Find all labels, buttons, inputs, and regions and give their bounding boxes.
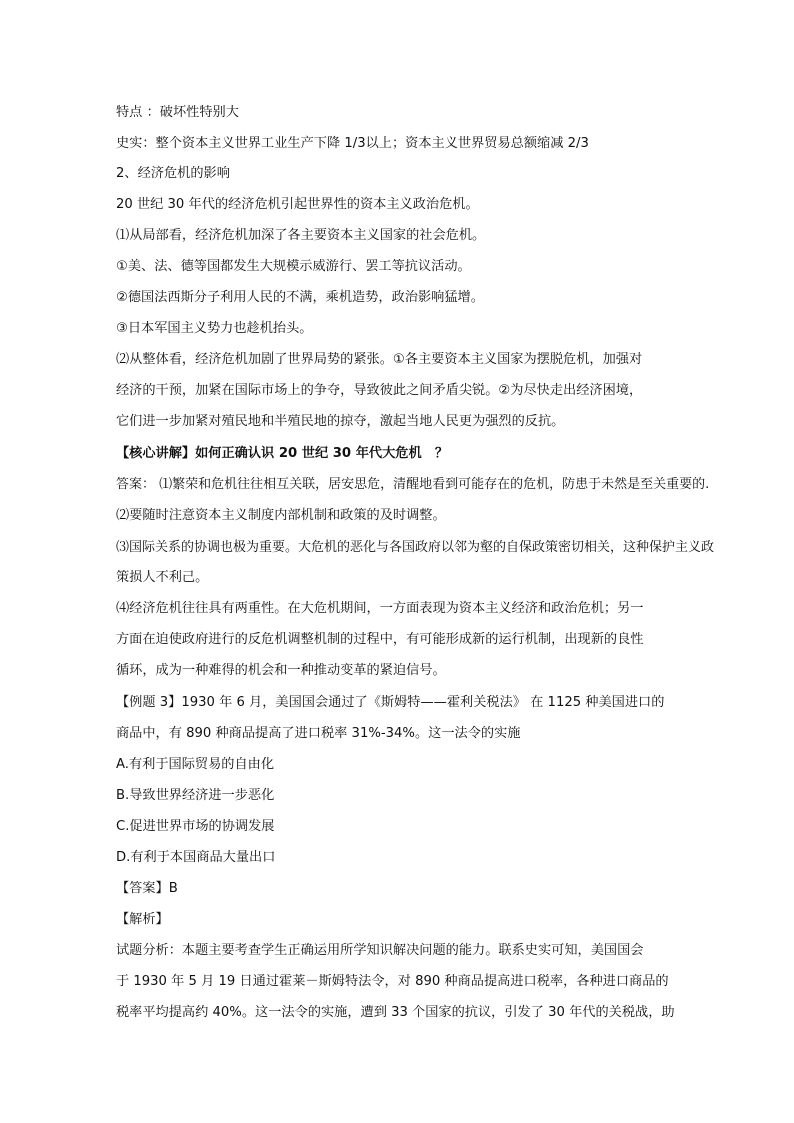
analysis-label: 【解析】 — [116, 912, 169, 927]
option-d: D.有利于本国商品大量出口 — [116, 850, 276, 865]
text-line: 它们进一步加紧对殖民地和半殖民地的掠夺，激起当地人民更为强烈的反抗。 — [116, 414, 565, 429]
text-line: 循环，成为一种难得的机会和一种推动变革的紧迫信号。 — [116, 663, 446, 678]
option-a: A.有利于国际贸易的自由化 — [116, 757, 275, 772]
text-line: 于 1930 年 5 月 19 日通过霍莱－斯姆特法令，对 890 种商品提高进口税率，各种进口商品的 — [116, 974, 669, 989]
text-line: ⑵从整体看，经济危机加剧了世界局势的紧张。①各主要资本主义国家为摆脱危机，加强对 — [116, 352, 643, 367]
text-line: 20 世纪 30 年代的经济危机引起世界性的资本主义政治危机。 — [116, 197, 479, 212]
text-line: 策损人不利己。 — [116, 570, 209, 585]
option-c: C.促进世界市场的协调发展 — [116, 819, 275, 834]
text-line: 经济的干预，加紧在国际市场上的争夺，导致彼此之间矛盾尖锐。②为尽快走出经济困境， — [116, 383, 643, 398]
text-line: ②德国法西斯分子利用人民的不满，乘机造势，政治影响猛增。 — [116, 290, 484, 305]
section-heading-impact: 2、经济危机的影响 — [116, 166, 230, 181]
answer-line: 答案： ⑴繁荣和危机往往相互关联，居安思危，清醒地看到可能存在的危机，防患于未然是至关重要的. — [116, 477, 710, 492]
text-line: ⑴从局部看，经济危机加深了各主要资本主义国家的社会危机。 — [116, 228, 486, 243]
core-explanation-heading: 【核心讲解】如何正确认识 20 世纪 30 年代大危机 ？ — [116, 446, 449, 461]
text-line-features: 特点 ：破坏性特别大 — [116, 105, 239, 120]
text-line: 税率平均提高约 40%。这一法令的实施，遭到 33 个国家的抗议，引发了 30 年代的关税战，助 — [116, 1005, 675, 1020]
text-line: 方面在迫使政府进行的反危机调整机制的过程中，有可能形成新的运行机制，出现新的良性 — [116, 632, 644, 647]
option-b: B.导致世界经济进一步恶化 — [116, 788, 275, 803]
text-line: ③日本军国主义势力也趁机抬头。 — [116, 321, 313, 336]
text-line: ⑷经济危机往往具有两重性。在大危机期间，一方面表现为资本主义经济和政治危机；另一 — [116, 601, 644, 616]
text-line: ⑵要随时注意资本主义制度内部机制和政策的及时调整。 — [116, 508, 446, 523]
answer-label: 【答案】B — [116, 881, 178, 896]
text-line: ①美、法、德等国都发生大规模示威游行、罢工等抗议活动。 — [116, 259, 471, 274]
text-line-historical-facts: 史实：整个资本主义世界工业生产下降 1/3以上；资本主义世界贸易总额缩减 2/3 — [116, 136, 589, 151]
text-line: 试题分析：本题主要考查学生正确运用所学知识解决问题的能力。联系史实可知，美国国会 — [116, 943, 644, 958]
text-line: ⑶国际关系的协调也极为重要。大危机的恶化与各国政府以邻为壑的自保政策密切相关，这种保护主义政 — [116, 540, 715, 555]
example-question-heading: 【例题 3】1930 年 6 月，美国国会通过了《斯姆特——霍利关税法》 在 1125 种美国进口的 — [116, 695, 665, 710]
text-line: 商品中，有 890 种商品提高了进口税率 31%-34%。这一法令的实施 — [116, 726, 521, 741]
